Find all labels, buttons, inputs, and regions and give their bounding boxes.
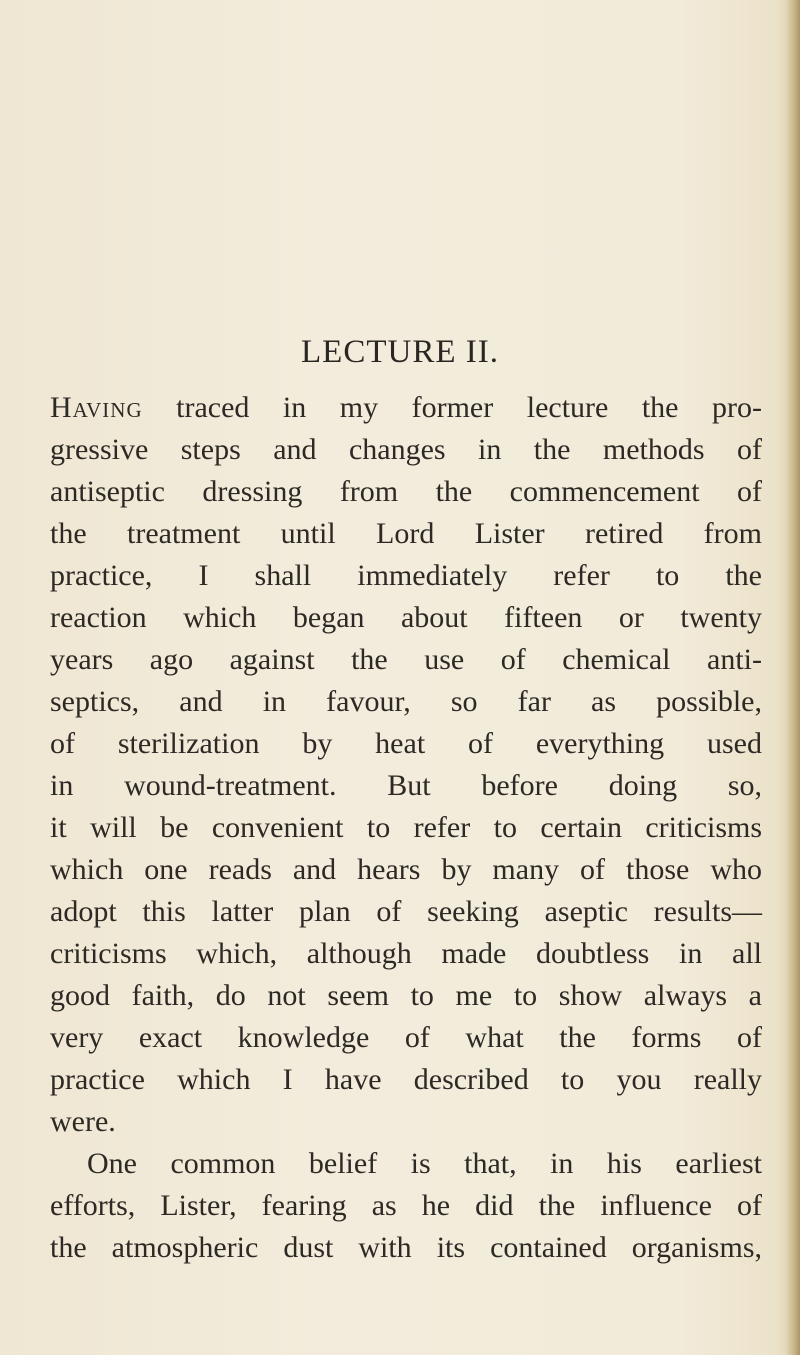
paragraph-2-line: One common belief is that, in his earliest [87,1147,762,1180]
paragraph-1-line: years ago against the use of chemical anti- [50,643,762,676]
paragraph-1-line: of sterilization by heat of everything used [50,727,762,760]
paragraph-1-line: antiseptic dressing from the commencement of [50,475,762,508]
body-text [50,387,762,1269]
paragraph-1-last-line: were. [50,1105,116,1138]
paragraph-1-line: good faith, do not seem to me to show always a [50,979,762,1012]
paragraph-1-line: septics, and in favour, so far as possible, [50,685,762,718]
paragraph-1-line: practice, I shall immediately refer to the [50,559,762,592]
paragraph-1-first-word: Having [50,391,143,424]
paragraph-1-line: gressive steps and changes in the methods of [50,433,762,466]
page-edge-shadow [786,0,800,1355]
paragraph-1-line: the treatment until Lord Lister retired from [50,517,762,550]
paragraph-1-line: it will be convenient to refer to certain criticisms [50,811,762,844]
paragraph-1-line: adopt this latter plan of seeking aseptic results— [50,895,762,928]
paragraph-1-line: which one reads and hears by many of those who [50,853,762,886]
paragraph-1-line: criticisms which, although made doubtless in all [50,937,762,970]
lecture-heading: LECTURE II. [301,334,499,370]
paragraph-1-line: very exact knowledge of what the forms of [50,1021,762,1054]
paragraph-1-line: in wound-treatment. But before doing so, [50,769,762,802]
paragraph-1-line: reaction which began about fifteen or twenty [50,601,762,634]
paragraph-1-line-1-rest: traced in my former lecture the pro- [142,391,762,424]
paragraph-1-line: practice which I have described to you really [50,1063,762,1096]
paragraph-2-line: the atmospheric dust with its contained organisms, [50,1231,762,1264]
paragraph-2-line: efforts, Lister, fearing as he did the influence of [50,1189,762,1222]
paragraph-1-line-1 [50,387,762,429]
